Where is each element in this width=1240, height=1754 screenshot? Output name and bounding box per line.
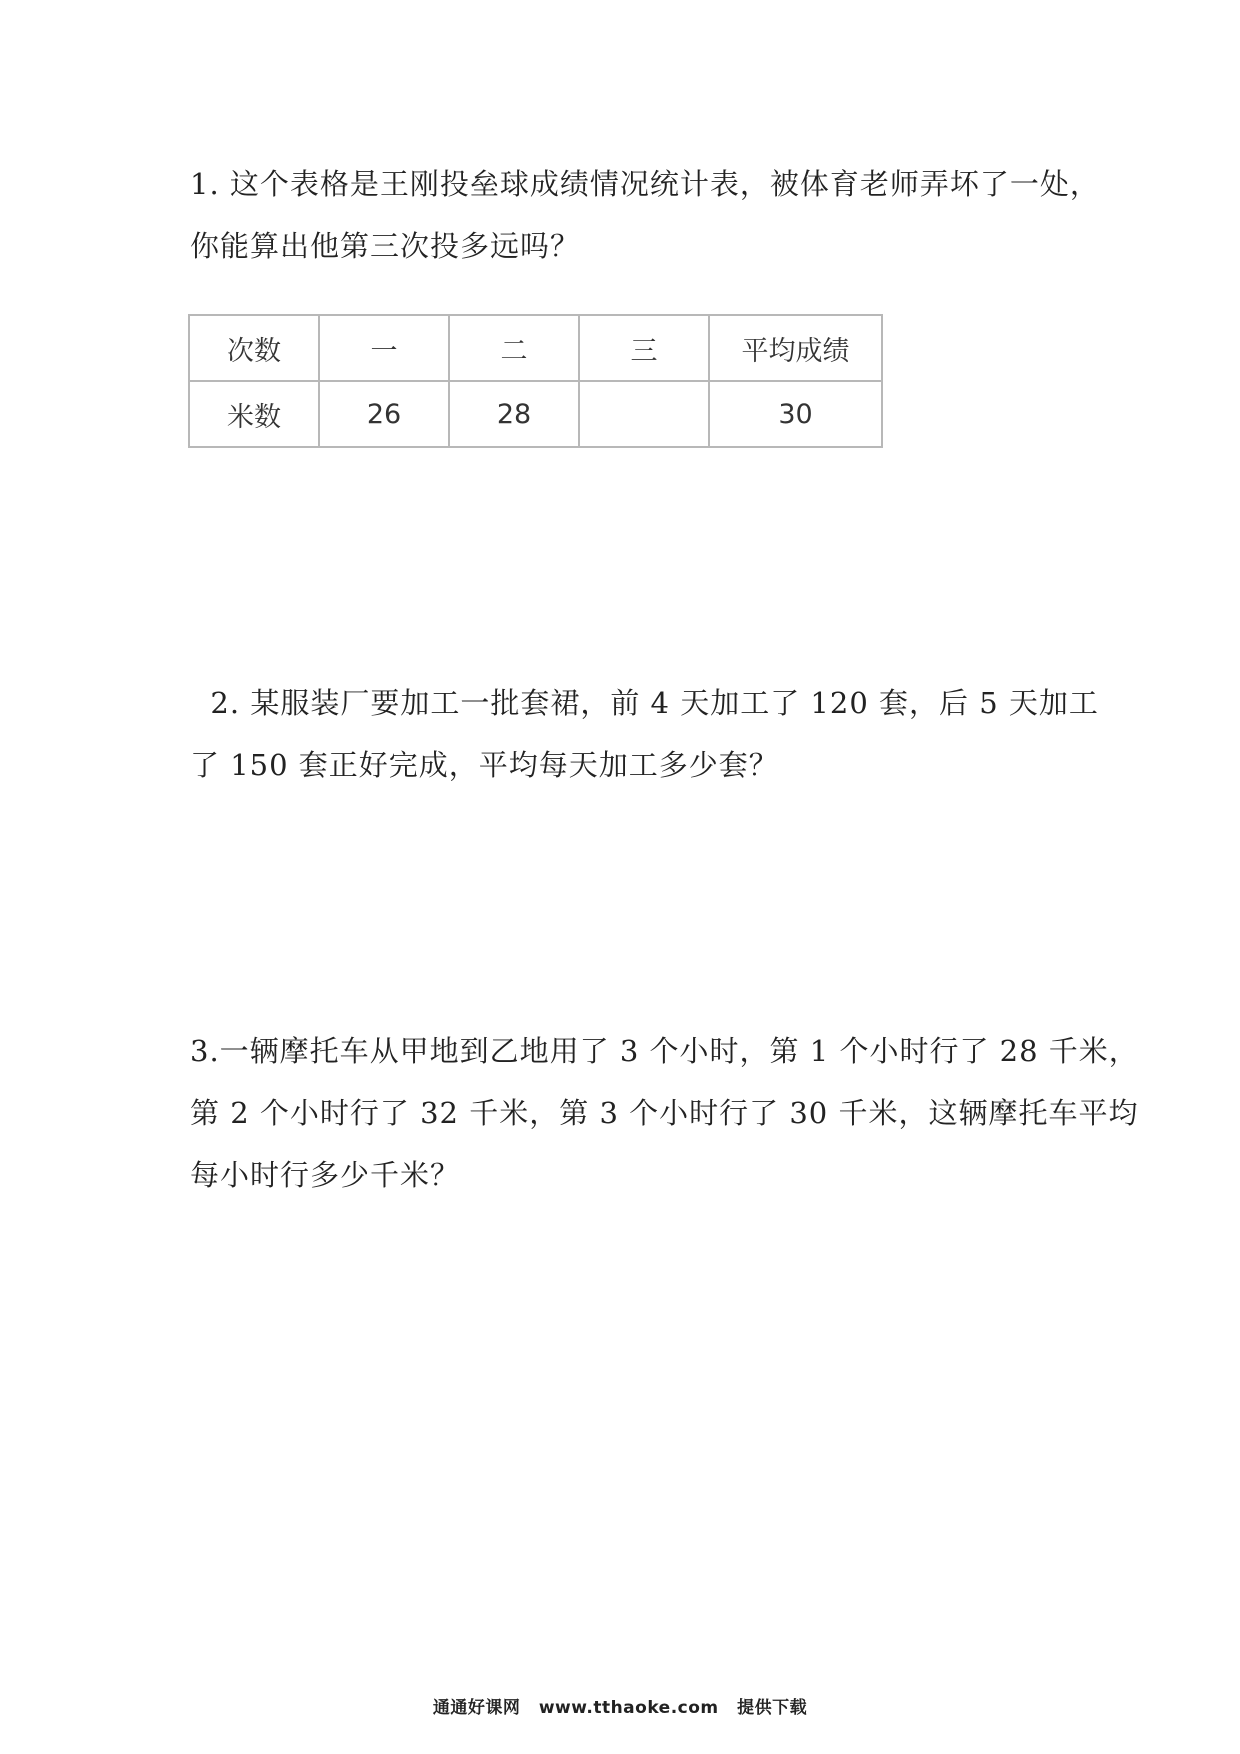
table-header-cell: 三 [579, 315, 709, 381]
table-cell: 28 [449, 381, 579, 447]
table-cell: 30 [709, 381, 882, 447]
score-table [188, 314, 883, 448]
problem-2-line-1: 2. 某服装厂要加工一批套裙，前 4 天加工了 120 套，后 5 天加工 [190, 686, 1099, 720]
problem-3 [190, 1020, 1139, 1206]
table-header-cell: 次数 [189, 315, 319, 381]
footer-url: www.tthaoke.com [538, 1698, 719, 1718]
table-header-cell: 平均成绩 [709, 315, 882, 381]
problem-3-line-3: 每小时行多少千米？ [190, 1158, 461, 1192]
problem-1 [190, 153, 1100, 277]
problem-1-line-1: 1. 这个表格是王刚投垒球成绩情况统计表，被体育老师弄坏了一处， [190, 167, 1100, 201]
footer-site-name: 通通好课网 [432, 1698, 521, 1718]
table-header-cell: 一 [319, 315, 449, 381]
footer [0, 1693, 1240, 1718]
table-cell: 米数 [189, 381, 319, 447]
table-cell: 26 [319, 381, 449, 447]
problem-3-line-1: 3.一辆摩托车从甲地到乙地用了 3 个小时，第 1 个小时行了 28 千米， [190, 1034, 1139, 1068]
table-header-row [189, 315, 882, 381]
table-header-cell: 二 [449, 315, 579, 381]
table-row [189, 381, 882, 447]
table-cell-damaged [579, 381, 709, 447]
problem-1-line-2: 你能算出他第三次投多远吗？ [190, 229, 581, 263]
footer-suffix: 提供下载 [737, 1698, 808, 1718]
problem-3-line-2: 第 2 个小时行了 32 千米，第 3 个小时行了 30 千米，这辆摩托车平均 [190, 1096, 1139, 1130]
problem-2 [190, 672, 1099, 796]
problem-2-line-2: 了 150 套正好完成，平均每天加工多少套？ [190, 748, 779, 782]
